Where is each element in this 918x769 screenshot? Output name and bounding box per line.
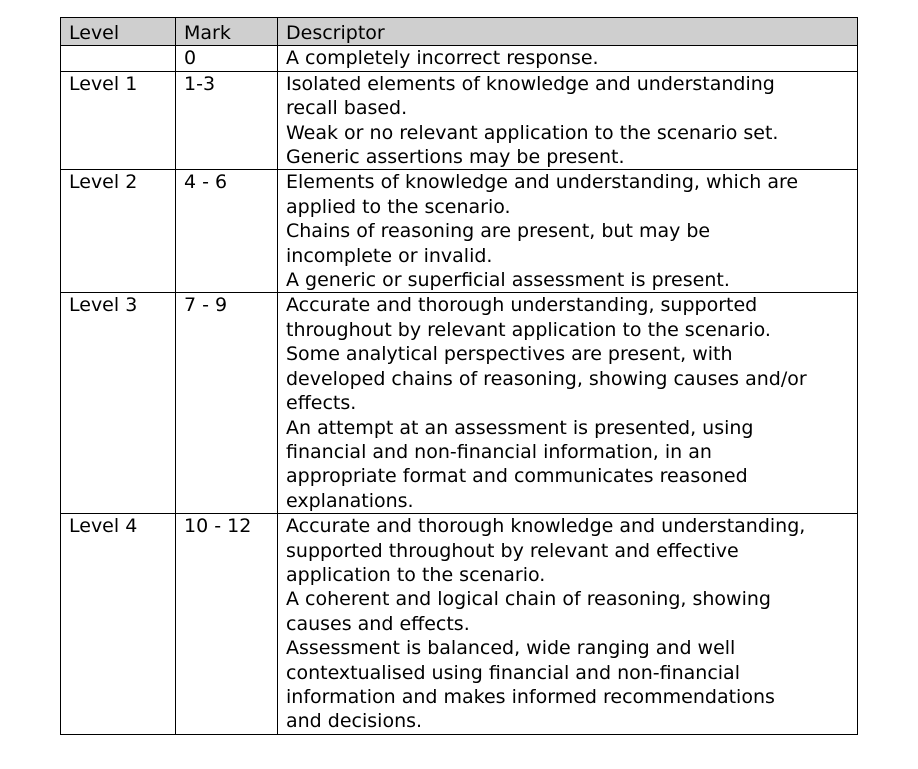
table-header-row	[61, 18, 858, 46]
table-row	[61, 514, 858, 735]
mark-cell: 10 - 12	[176, 514, 278, 735]
table-row	[61, 46, 858, 71]
descriptor-line: recall based.	[286, 97, 408, 120]
descriptor-cell	[278, 293, 858, 514]
descriptor-line: Accurate and thorough knowledge and understanding,	[286, 515, 806, 538]
descriptor-line: Some analytical perspectives are present, with	[286, 343, 733, 366]
descriptor-cell	[278, 170, 858, 293]
mark-cell: 1-3	[176, 71, 278, 170]
levels-mark-scheme-table	[60, 17, 858, 735]
header-descriptor: Descriptor	[278, 18, 858, 46]
descriptor-line: Chains of reasoning are present, but may be	[286, 220, 711, 243]
descriptor-line: throughout by relevant application to the scenario.	[286, 318, 771, 341]
descriptor-line: contextualised using financial and non-financial	[286, 661, 740, 684]
descriptor-line: Assessment is balanced, wide ranging and well	[286, 637, 736, 660]
descriptor-cell	[278, 46, 858, 71]
descriptor-line: appropriate format and communicates reasoned	[286, 465, 748, 488]
descriptor-line: supported throughout by relevant and effective	[286, 539, 739, 562]
descriptor-line: application to the scenario.	[286, 563, 546, 586]
header-mark: Mark	[176, 18, 278, 46]
descriptor-line: causes and effects.	[286, 612, 470, 635]
descriptor-line: A coherent and logical chain of reasoning, showing	[286, 588, 771, 611]
descriptor-line: and decisions.	[286, 710, 423, 733]
descriptor-line: financial and non-financial information, in an	[286, 440, 712, 463]
descriptor-line: applied to the scenario.	[286, 195, 511, 218]
descriptor-cell	[278, 71, 858, 170]
header-level: Level	[61, 18, 176, 46]
descriptor-line: explanations.	[286, 489, 414, 512]
table-row	[61, 71, 858, 170]
table-row	[61, 170, 858, 293]
table-row	[61, 293, 858, 514]
mark-cell: 0	[176, 46, 278, 71]
level-cell: Level 4	[61, 514, 176, 735]
descriptor-line: developed chains of reasoning, showing causes and/or	[286, 367, 807, 390]
descriptor-line: information and makes informed recommendations	[286, 685, 775, 708]
level-cell: Level 1	[61, 71, 176, 170]
mark-cell: 7 - 9	[176, 293, 278, 514]
level-cell: Level 3	[61, 293, 176, 514]
descriptor-line: Isolated elements of knowledge and understanding	[286, 72, 775, 95]
descriptor-line: Accurate and thorough understanding, supported	[286, 294, 758, 317]
descriptor-line: An attempt at an assessment is presented, using	[286, 416, 754, 439]
descriptor-line: effects.	[286, 392, 357, 415]
descriptor-line: A generic or superficial assessment is present.	[286, 269, 730, 292]
descriptor-cell	[278, 514, 858, 735]
descriptor-line: Generic assertions may be present.	[286, 146, 625, 169]
descriptor-line: A completely incorrect response.	[286, 47, 599, 70]
level-cell	[61, 46, 176, 71]
descriptor-line: Elements of knowledge and understanding, which are	[286, 171, 799, 194]
level-cell: Level 2	[61, 170, 176, 293]
mark-cell: 4 - 6	[176, 170, 278, 293]
descriptor-line: incomplete or invalid.	[286, 244, 493, 267]
descriptor-line: Weak or no relevant application to the scenario set.	[286, 121, 779, 144]
